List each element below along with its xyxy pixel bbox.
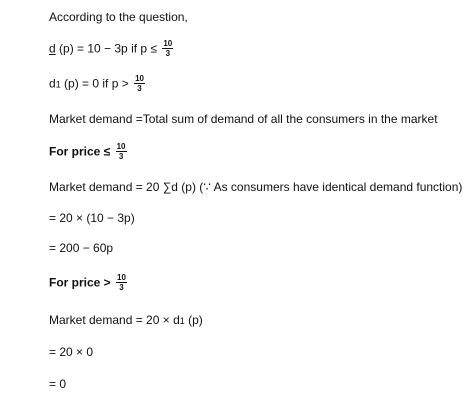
demand-function-line <box>49 40 173 59</box>
fraction-ten-thirds <box>162 39 173 58</box>
demand-symbol: d <box>49 76 56 91</box>
market-demand-sum-line: Market demand = 20 ∑d (p) (∵ As consumers have identical demand function) <box>49 180 463 194</box>
equation-line: = 20 × 0 <box>49 345 94 359</box>
fraction-ten-thirds <box>116 273 127 292</box>
equation-line: = 0 <box>49 377 67 391</box>
fraction-ten-thirds <box>116 142 127 161</box>
fraction-denominator: 3 <box>137 84 142 93</box>
zero-demand-line <box>49 75 145 94</box>
market-demand-product-text: Market demand = 20 × d <box>49 313 180 327</box>
fraction-denominator: 3 <box>118 152 124 161</box>
fraction-numerator: 10 <box>117 273 126 282</box>
demand-condition-text: (p) = 10 − 3p if p ≤ <box>55 41 161 56</box>
equation-line: = 200 − 60p <box>49 241 114 255</box>
price-gt-text: For price > <box>49 275 115 290</box>
fraction-numerator: 10 <box>163 39 173 48</box>
fraction-numerator: 10 <box>116 142 126 151</box>
price-le-heading <box>49 143 127 162</box>
market-demand-product-suffix: (p) <box>184 313 203 327</box>
demand-symbol: d <box>49 41 56 56</box>
market-demand-product-line <box>49 313 203 328</box>
fraction-denominator: 3 <box>165 49 171 58</box>
subscript-one: 1 <box>55 79 61 90</box>
fraction-denominator: 3 <box>119 283 124 292</box>
price-gt-heading <box>49 274 127 293</box>
equation-line: = 20 × (10 − 3p) <box>49 211 135 225</box>
intro-line: According to the question, <box>49 10 188 24</box>
market-demand-definition: Market demand =Total sum of demand of all the consumers in the market <box>49 112 438 126</box>
fraction-numerator: 10 <box>135 74 144 83</box>
fraction-ten-thirds <box>134 74 145 93</box>
zero-demand-text: (p) = 0 if p > <box>60 76 133 91</box>
subscript-one: 1 <box>179 316 185 326</box>
price-le-text: For price ≤ <box>49 144 114 159</box>
